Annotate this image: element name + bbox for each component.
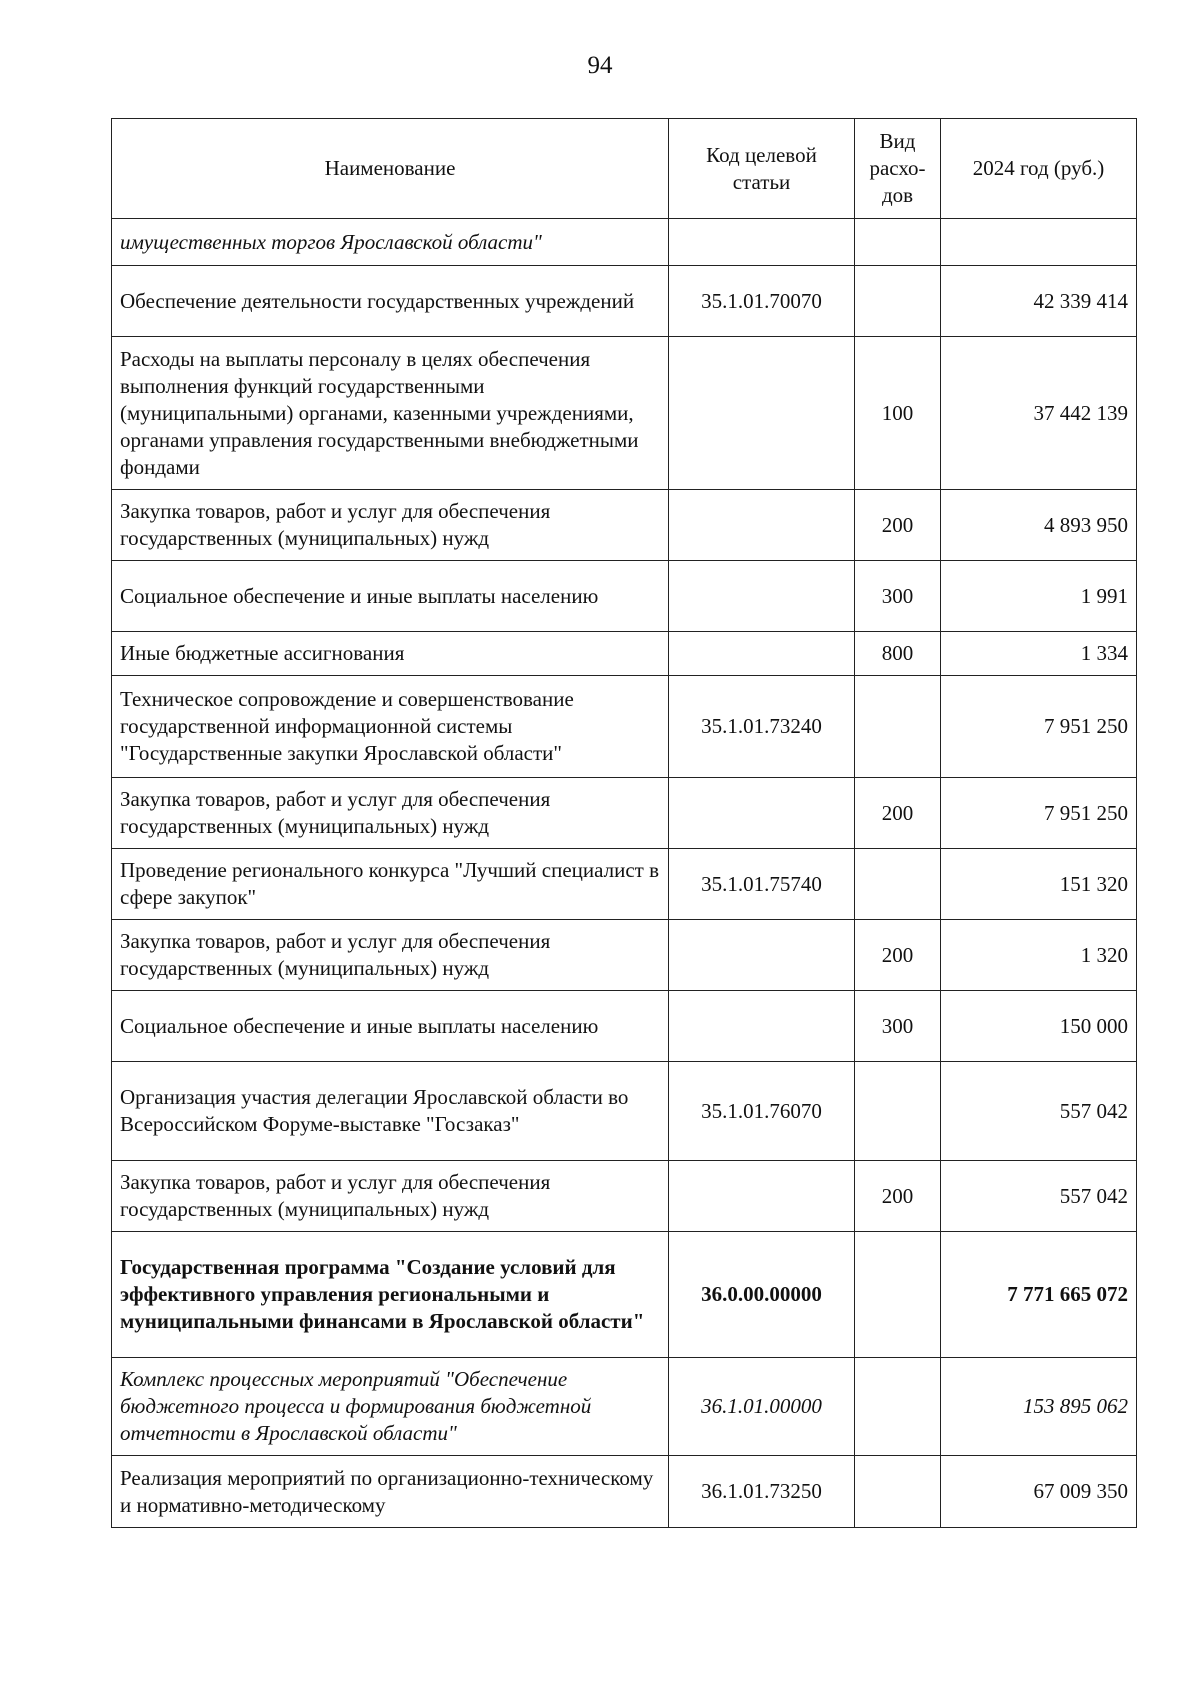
cell-amount: 1 991 (941, 561, 1137, 632)
table-row (112, 1456, 1137, 1528)
cell-code (669, 920, 855, 991)
cell-code: 36.1.01.73250 (669, 1456, 855, 1528)
cell-code: 36.1.01.00000 (669, 1358, 855, 1456)
cell-amount (941, 219, 1137, 266)
cell-kind: 300 (855, 991, 941, 1062)
header-amount: 2024 год (руб.) (941, 119, 1137, 219)
cell-name: Техническое сопровождение и совершенствование государственной информационной системы "Государственные закупки Ярославской области" (112, 676, 669, 778)
cell-amount: 151 320 (941, 849, 1137, 920)
cell-kind (855, 1062, 941, 1161)
cell-amount: 150 000 (941, 991, 1137, 1062)
cell-kind (855, 676, 941, 778)
cell-code (669, 991, 855, 1062)
cell-code: 35.1.01.70070 (669, 266, 855, 337)
cell-name: Расходы на выплаты персоналу в целях обеспечения выполнения функций государственными (муниципальными) органами, казенными учреждениями, органами управления государственными внебюджетными фондами (112, 337, 669, 490)
table-row (112, 1062, 1137, 1161)
cell-name: Социальное обеспечение и иные выплаты населению (112, 561, 669, 632)
budget-table (111, 118, 1137, 1528)
table-row (112, 219, 1137, 266)
table-row (112, 778, 1137, 849)
table-row (112, 337, 1137, 490)
header-kind: Вид расхо-дов (855, 119, 941, 219)
cell-name: Закупка товаров, работ и услуг для обеспечения государственных (муниципальных) нужд (112, 920, 669, 991)
cell-kind: 200 (855, 490, 941, 561)
cell-code (669, 219, 855, 266)
cell-name: Закупка товаров, работ и услуг для обеспечения государственных (муниципальных) нужд (112, 1161, 669, 1232)
table-header-row (112, 119, 1137, 219)
cell-name: Проведение регионального конкурса "Лучший специалист в сфере закупок" (112, 849, 669, 920)
cell-kind: 800 (855, 632, 941, 676)
header-name: Наименование (112, 119, 669, 219)
cell-name: имущественных торгов Ярославской области" (112, 219, 669, 266)
cell-amount: 37 442 139 (941, 337, 1137, 490)
cell-kind: 200 (855, 1161, 941, 1232)
cell-name: Закупка товаров, работ и услуг для обеспечения государственных (муниципальных) нужд (112, 778, 669, 849)
cell-kind (855, 849, 941, 920)
cell-code (669, 1161, 855, 1232)
cell-name: Социальное обеспечение и иные выплаты населению (112, 991, 669, 1062)
cell-name: Закупка товаров, работ и услуг для обеспечения государственных (муниципальных) нужд (112, 490, 669, 561)
table-row (112, 991, 1137, 1062)
cell-amount: 153 895 062 (941, 1358, 1137, 1456)
cell-amount: 4 893 950 (941, 490, 1137, 561)
cell-kind (855, 1456, 941, 1528)
table-row (112, 676, 1137, 778)
header-code: Код целевой статьи (669, 119, 855, 219)
cell-amount: 7 951 250 (941, 778, 1137, 849)
cell-amount: 1 320 (941, 920, 1137, 991)
table-row (112, 266, 1137, 337)
cell-amount: 67 009 350 (941, 1456, 1137, 1528)
cell-amount: 1 334 (941, 632, 1137, 676)
table-row (112, 1161, 1137, 1232)
cell-amount: 557 042 (941, 1161, 1137, 1232)
cell-kind (855, 1232, 941, 1358)
cell-code (669, 632, 855, 676)
cell-code: 35.1.01.75740 (669, 849, 855, 920)
cell-name: Реализация мероприятий по организационно-техническому и нормативно-методическому (112, 1456, 669, 1528)
table-row (112, 1358, 1137, 1456)
table-row (112, 849, 1137, 920)
cell-kind (855, 266, 941, 337)
table-row (112, 490, 1137, 561)
table-row (112, 632, 1137, 676)
table-row (112, 920, 1137, 991)
cell-code (669, 490, 855, 561)
cell-code (669, 337, 855, 490)
cell-kind: 200 (855, 778, 941, 849)
cell-kind (855, 1358, 941, 1456)
cell-code: 35.1.01.73240 (669, 676, 855, 778)
page-number: 94 (587, 52, 613, 79)
cell-kind: 200 (855, 920, 941, 991)
cell-kind: 100 (855, 337, 941, 490)
cell-code: 36.0.00.00000 (669, 1232, 855, 1358)
cell-code (669, 778, 855, 849)
table-row (112, 1232, 1137, 1358)
cell-code (669, 561, 855, 632)
cell-name: Государственная программа "Создание условий для эффективного управления региональными и муниципальными финансами в Ярославской области" (112, 1232, 669, 1358)
cell-amount: 42 339 414 (941, 266, 1137, 337)
cell-name: Организация участия делегации Ярославской области во Всероссийском Форуме-выставке "Госзаказ" (112, 1062, 669, 1161)
cell-name: Комплекс процессных мероприятий "Обеспечение бюджетного процесса и формирования бюджетной отчетности в Ярославской области" (112, 1358, 669, 1456)
cell-kind: 300 (855, 561, 941, 632)
cell-amount: 7 771 665 072 (941, 1232, 1137, 1358)
cell-name: Обеспечение деятельности государственных учреждений (112, 266, 669, 337)
cell-code: 35.1.01.76070 (669, 1062, 855, 1161)
cell-amount: 557 042 (941, 1062, 1137, 1161)
table-row (112, 561, 1137, 632)
cell-name: Иные бюджетные ассигнования (112, 632, 669, 676)
cell-amount: 7 951 250 (941, 676, 1137, 778)
cell-kind (855, 219, 941, 266)
